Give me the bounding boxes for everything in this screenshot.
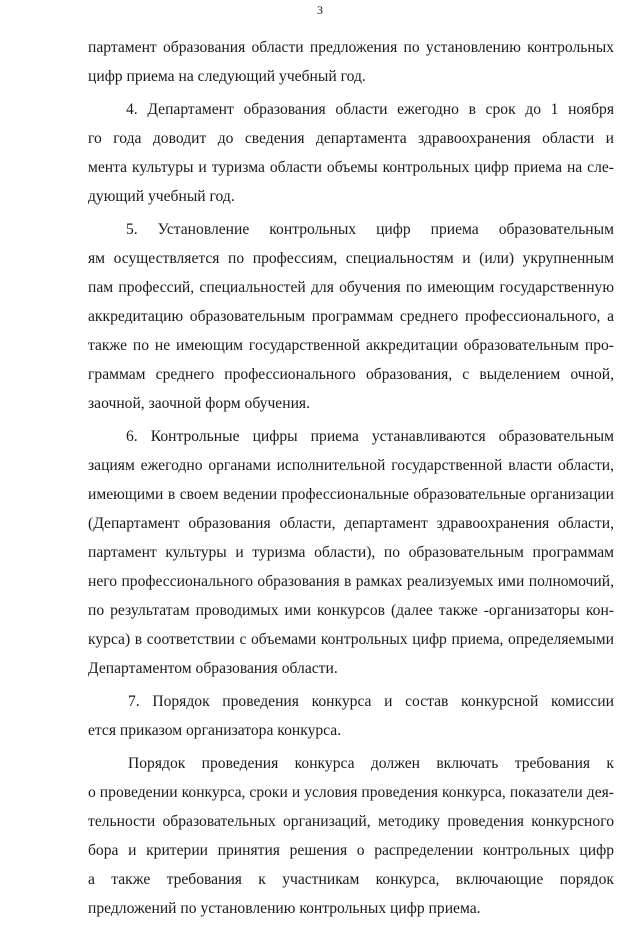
text-line: а также требования к участникам конкурса, включающие порядок <box>88 871 614 888</box>
text-line: предложений по установлению контрольных цифр приема. <box>88 900 481 917</box>
text-line: также по не имеющим государственной аккредитации образовательным про- <box>88 337 614 354</box>
text-line: цифр приема на следующий учебный год. <box>88 68 366 85</box>
text-line: него профессионального образования в рамках реализуемых ими полномочий, <box>88 573 614 590</box>
text-line: мента культуры и туризма области объемы контрольных цифр приема на сле- <box>88 159 614 176</box>
text-line: о проведении конкурса, сроки и условия проведения конкурса, показатели дея- <box>88 784 614 801</box>
text-line: по результатам проводимых ими конкурсов (далее также -организаторы кон- <box>88 602 614 619</box>
text-line: партамент культуры и туризма области), по образовательным программам <box>88 544 614 561</box>
text-line: курса) в соответствии с объемами контрольных цифр приема, определяемыми <box>88 631 614 648</box>
text-line: Порядок проведения конкурса должен включать требования к <box>128 755 614 772</box>
text-line: 4. Департамент образования области ежегодно в срок до 1 ноября <box>126 101 614 118</box>
text-line: заочной, заочной форм обучения. <box>88 395 310 412</box>
document-body <box>88 38 614 928</box>
text-line: граммам среднего профессионального образования, с выделением очной, <box>88 366 614 383</box>
text-line: аккредитацию образовательным программам среднего профессионального, а <box>88 308 614 325</box>
page-number: 3 <box>317 3 323 17</box>
text-line: го года доводит до сведения департамента здравоохранения области и <box>88 130 614 147</box>
text-line: бора и критерии принятия решения о распределении контрольных цифр <box>88 842 614 859</box>
text-line: пам профессий, специальностей для обучения по имеющим государственную <box>88 279 614 296</box>
text-line: 6. Контрольные цифры приема устанавливаются образовательным <box>126 428 614 445</box>
text-line: дующий учебный год. <box>88 188 235 205</box>
text-line: ется приказом организатора конкурса. <box>88 722 342 739</box>
text-line: ям осуществляется по профессиям, специальностям и (или) укрупненным <box>88 250 614 267</box>
text-line: партамент образования области предложения по установлению контрольных <box>88 39 614 56</box>
text-line: 5. Установление контрольных цифр приема образовательным <box>126 221 614 238</box>
text-line: Департаментом образования области. <box>88 660 338 677</box>
text-line: (Департамент образования области, департамент здравоохранения области, <box>88 515 614 532</box>
text-line: тельности образовательных организаций, методику проведения конкурсного <box>88 813 614 830</box>
text-line: 7. Порядок проведения конкурса и состав конкурсной комиссии <box>128 693 614 710</box>
text-line: зациям ежегодно органами исполнительной государственной власти области, <box>88 457 614 474</box>
text-line: имеющими в своем ведении профессиональные образовательные организации <box>88 486 614 503</box>
